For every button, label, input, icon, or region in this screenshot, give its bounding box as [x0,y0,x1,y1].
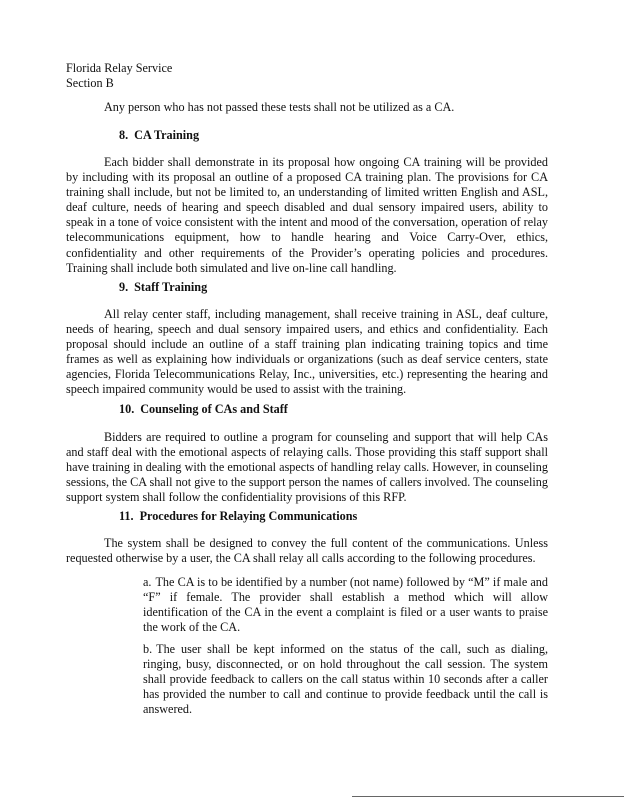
section-title: Procedures for Relaying Communications [139,509,358,523]
item-marker: b. [143,642,153,656]
section-8-heading [119,128,199,143]
item-marker: a. [143,575,152,589]
section-title: Counseling of CAs and Staff [140,402,288,416]
footer-rule [352,796,624,797]
section-9-heading [119,280,207,295]
item-text: The CA is to be identified by a number (not name) followed by “M” if male and “F” if female. The provider shall establish a method which will allow identification of the CA in the event a complaint is filed or a user wants to praise the work of the CA. [143,575,548,635]
section-8-body: Each bidder shall demonstrate in its proposal how ongoing CA training will be provided by including with its proposal an outline of a proposed CA training plan. The provisions for CA training shall include, but not be limited to, an understanding of limited written English and ASL, deaf culture, needs of hearing and speech disabled and dual sensory impaired users, ability to speak in a tone of voice consistent with the intent and mood of the conversation, operation of relay telecommunications equipment, how to handle hearing and Voice Carry-Over, ethics, confidentiality and other requirements of the Provider’s operating policies and procedures. Training shall include both simulated and live on-line call handling. [66,155,548,275]
procedure-item-b [143,642,548,717]
section-number: 11. [119,509,134,523]
section-10-body: Bidders are required to outline a program for counseling and support that will help CAs and staff deal with the emotional aspects of relaying calls. Those providing this staff support shall have training in dealing with the emotional aspects of handling relay calls. However, in counseling sessions, the CA shall not give to the support person the names of callers involved. The counseling support system shall follow the confidentiality provisions of this RFP. [66,430,548,505]
section-10-heading [119,402,288,417]
header-title: Florida Relay Service [66,61,173,75]
section-11-heading [119,509,357,524]
procedure-item-a [143,575,548,635]
header-section: Section B [66,76,114,90]
page-header [66,61,172,91]
section-9-body: All relay center staff, including management, shall receive training in ASL, deaf culture, needs of hearing, speech and dual sensory impaired users, and ethics and confidentiality. Each proposal should include an outline of a staff training plan indicating training topics and time frames as well as explaining how individuals or organizations (such as deaf service centers, state agencies, Florida Telecommunications Relay, Inc., universities, etc.) representing the hearing and speech impaired community would be used to assist with the training. [66,307,548,397]
section-number: 10. [119,402,135,416]
section-number: 9. [119,280,129,294]
section-title: Staff Training [134,280,208,294]
section-title: CA Training [134,128,200,142]
item-text: The user shall be kept informed on the status of the call, such as dialing, ringing, busy, disconnected, or on hold throughout the call session. The system shall provide feedback to callers on the call status within 10 seconds after a caller has provided the number to call and continue to provide feedback until the call is answered. [143,642,548,717]
section-11-body: The system shall be designed to convey the full content of the communications. Unless requested otherwise by a user, the CA shall relay all calls according to the following procedures. [66,536,548,566]
intro-paragraph: Any person who has not passed these tests shall not be utilized as a CA. [104,100,455,114]
section-number: 8. [119,128,129,142]
